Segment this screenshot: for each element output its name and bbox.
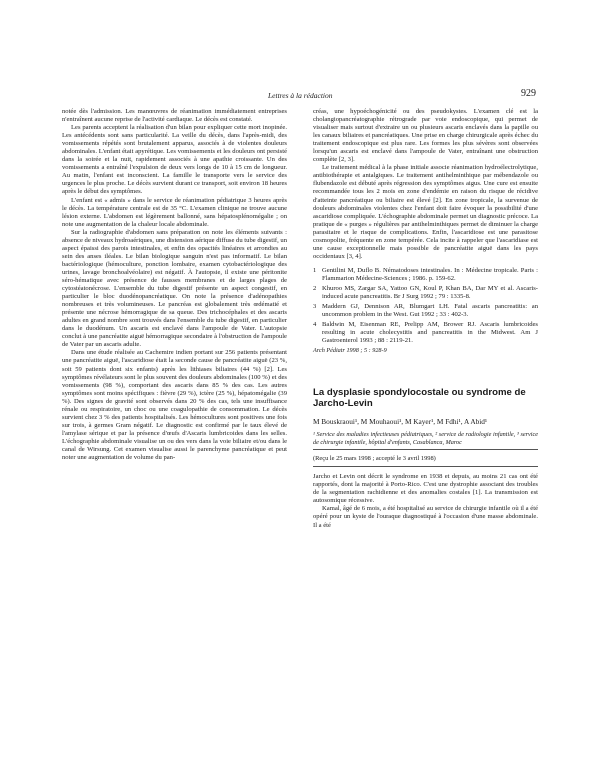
- body-paragraph: Le traitement médical à la phase initiale associe réanimation hydroélectrolytique, antibiothérapie et antalgiques. Le traitement antihelminthique par mébendazole ou flubendazole est débuté après régression des symptômes aigus. Une cure est ensuite recommandée tous les 2 mois en zone d'endémie en raison du risque de récidive d'atteinte pancréatique ou biliaire est élevé [2]. En zone tropicale, la survenue de douleurs abdominales violentes chez l'enfant doit faire évoquer la possibilité d'une ascaridiose compliquée. L'échographie abdominale permet un diagnostic précoce. La pratique de « purges » régulières par antihelminthiques permet de diminuer la charge parasitaire et le risque de complications. Enfin, l'ascaridiose est une parasitose cosmopolite, fréquente en zone tempérée. Cela incite à rappeler que l'ascaridiase est une cause exceptionnelle mais possible de pancréatite aiguë dans les pays occidentaux [3, 4].: [313, 164, 538, 260]
- reference-number: 4: [313, 321, 317, 329]
- reference-item: [313, 321, 538, 345]
- reference-item: [313, 285, 538, 301]
- reference-number: 1: [313, 266, 317, 274]
- reference-text: Maddern GJ, Dennison AR, Blumgart LH. Fatal ascaris pancreatitis: an uncommon problem in the West. Gut 1992 ; 33 : 402-3.: [322, 303, 538, 319]
- body-paragraph: Jarcho et Levin ont décrit le syndrome en 1938 et depuis, au moins 21 cas ont été rapportés, dont la majorité à Porto-Rico. C'est une dystrophie associant des troubles de la segmentation rachidienne et des anomalies costales [1]. La transmission est autosomique récessive.: [313, 473, 538, 505]
- body-paragraph: Les parents acceptent la réalisation d'un bilan pour expliquer cette mort inopinée. Les antécédents sont sans particularité. La veille du décès, dans l'après-midi, des vomissements répétés sont brutalement apparus, associés à de violentes douleurs abdominales. L'enfant était apyrétique. Les vomissements et les douleurs ont persisté dans la soirée et la nuit, rapidement associés à une apathie croissante. Un des vomissements a entraîné l'expulsion de deux vers longs de 10 à 15 cm de longueur. Au matin, l'enfant est inconscient. La famille le transporte vers le service des urgences le plus proche. Le décès survient durant ce transport, soit environ 18 heures après le début des symptômes.: [62, 124, 287, 196]
- reference-text: Baldwin M, Eisenman RE, Prelipp AM, Brower RJ. Ascaris lumbricoides resulting in acute cholecystitis and pancreatitis in the Midwest. Am J Gastroenterol 1993 ; 88 : 2119-21.: [322, 321, 538, 345]
- running-head: Lettres à la rédaction: [268, 91, 333, 100]
- reference-item: [313, 303, 538, 319]
- page-number: 929: [521, 88, 536, 99]
- journal-citation: Arch Pédiatr 1998 ; 5 : 928-9: [313, 347, 387, 355]
- reference-number: 2: [313, 284, 317, 292]
- reference-item: [313, 267, 538, 283]
- right-column: [313, 108, 538, 530]
- article-affiliation: ¹ Service des maladies infectieuses pédiatriques, ² service de radiologie infantile, ³ service de chirurgie infantile, hôpital d'enfants, Casablanca, Maroc: [313, 431, 538, 446]
- body-paragraph: Kamal, âgé de 6 mois, a été hospitalisé au service de chirurgie infantile où il a été opéré pour un kyste de l'ouraque diagnostiqué à l'occasion d'une masse abdominale. Il a été: [313, 505, 538, 529]
- received-dates: (Reçu le 25 mars 1998 ; accepté le 3 avril 1998): [313, 455, 436, 463]
- body-paragraph: créas, une hypoéchogénicité ou des pseudokystes. L'examen clé est la cholangiopancréatographie rétrograde par voie endoscopique, qui permet de visualiser mais surtout d'extraire un ou plusieurs ascaris enclavés dans la papille ou les canaux biliaires et pancréatiques. Une prise en charge chirurgicale après échec du traitement endoscopique est plus rare. Les formes les plus sévères sont observées lorsqu'un ascaris est enclavé dans l'ampoule de Vater, entraînant une obstruction complète [2, 3].: [313, 108, 538, 164]
- reference-text: Gentilini M, Duflo B. Nématodoses intestinales. In : Médecine tropicale. Paris : Flammarion Médecine-Sciences ; 1986. p. 159-62.: [322, 266, 538, 282]
- body-paragraph: L'enfant est « admis » dans le service de réanimation pédiatrique 3 heures après le décès. La température centrale est de 35 °C. L'examen clinique ne trouve aucune lésion externe. L'abdomen est légèrement ballonné, sans hépatosplénomégalie ; on note une augmentation de la chaleur locale abdominale.: [62, 196, 287, 228]
- body-paragraph: Sur la radiographie d'abdomen sans préparation on note les éléments suivants : absence de niveaux hydroaériques, une distension aérique diffuse du tube digestif, un aspect épaissi des parois intestinales, et enfin des opacités linéaires et arrondies au sein des anses iléales. Le bilan biologique sanguin n'est pas informatif. Le bilan bactériologique (hémoculture, ponction lombaire, examen cytobactériologique des urines, lavage bronchoalvéolaire) est négatif. À l'autopsie, il existe une péritonite séro-hématique avec présence de fausses membranes et de larges plages de cytostéatonécrose. L'ensemble du tube digestif présente un aspect congestif, en particulier le bloc duodénopancréatique. On note la présence d'adénopathies nombreuses et très volumineuses. Le pancréas est globalement très œdématié et présente une nécrose hémorragique de sa queue. Des trichocéphales et des ascaris adultes en grand nombre sont trouvés dans l'ensemble du tube digestif, en particulier dans le duodénum. Un ascaris est enclavé dans l'ampoule de Vater. L'autopsie conclut à une pancréatite aiguë hémorragique secondaire à l'obstruction de l'ampoule de Vater par un ascaris adulte.: [62, 228, 287, 349]
- divider: [313, 449, 538, 450]
- reference-text: Khuroo MS, Zargar SA, Yattoo GN, Koul P, Khan BA, Dar MY et al. Ascaris-induced acute pancreatitis. Br J Surg 1992 ; 79 : 1335-8.: [322, 284, 538, 301]
- body-paragraph: Dans une étude réalisée au Cachemire indien portant sur 256 patients présentant une pancréatite aiguë, l'ascaridiose était la seconde cause de pancréatite aiguë (23 %, soit 59 patients dont six enfants) après les lithiases biliaires (44 %) [2]. Les symptômes révélateurs sont le plus souvent des douleurs abdominales (100 %) et des vomissements (98 %), comportant des ascaris dans 85 % des cas. Les autres symptômes sont moins spécifiques : fièvre (29 %), ictère (25 %), hépatomégalie (39 %). Des signes de gravité sont observés dans 20 % des cas, tels une insuffisance rénale ou respiratoire, un choc ou une coagulopathie de consommation. Le décès survient chez 3 % des patients hospitalisés. Les hémocultures sont positives une fois sur trois, à germes Gram négatif. Le diagnostic est confirmé par le taux élevé de l'amylase sérique et par la présence d'œufs d'Ascaris lumbricoides dans les selles. L'échographie abdominale visualise un ou des vers dans la voie biliaire et/ou dans le canal de Wirsung. Cet examen visualise aussi le parenchyme pancréatique et peut noter une augmentation de volume du pan-: [62, 349, 287, 462]
- reference-number: 3: [313, 303, 317, 311]
- divider: [313, 466, 538, 467]
- left-column: [62, 108, 287, 462]
- body-paragraph: notée dès l'admission. Les manœuvres de réanimation immédiatement entreprises n'entraînent aucune reprise de l'activité cardiaque. Le décès est constaté.: [62, 108, 287, 124]
- article-authors: M Bouskraoui¹, M Mouhaoui¹, M Kayer¹, M Fdhi¹, A Abid¹: [313, 417, 488, 427]
- reference-list: [313, 267, 538, 345]
- article-title: La dysplasie spondylocostale ou syndrome de Jarcho-Levin: [313, 387, 526, 410]
